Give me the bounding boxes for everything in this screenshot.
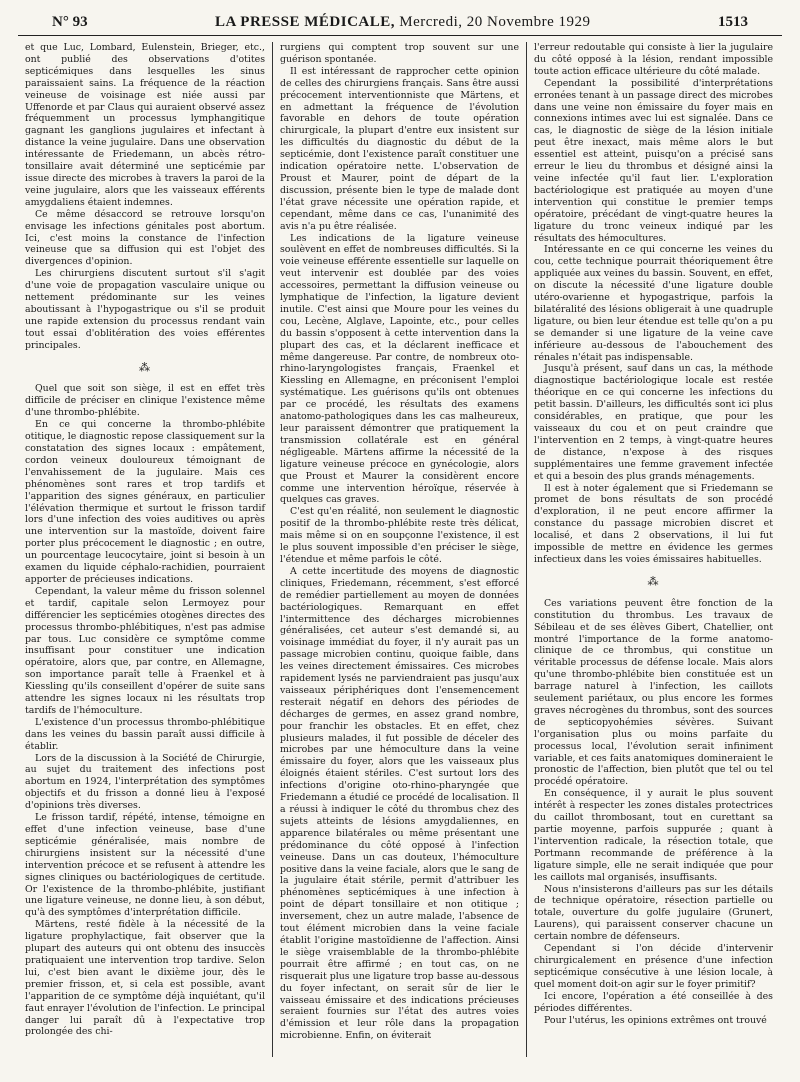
paragraph: A cette incertitude des moyens de diagnostic cliniques, Friedemann, récemment, s'est efforcé de remédier partiellement au moyen de données bactériologiques. Remarquant en effet l'intermittence des décharges microbiennes généralisées, cet auteur s'est demandé si, au voisinage immédiat du foyer, il n'y aurait pas un passage microbien continu, quoique faible, dans les veines directement émissaires. Ces microbes rapidement lysés ne parviendraient pas jusqu'aux vaisseaux périphériques dont l'ensemencement resterait négatif en dehors des périodes de décharges de germes, en assez grand nombre, pour franchir les obstacles. Et en effet, chez plusieurs malades, il fut possible de déceler des microbes par une hémoculture dans la veine émissaire du foyer, alors que les vaisseaux plus éloignés étaient stériles. C'est surtout lors des infections d'origine oto-rhino-pharyngée que Friedemann a étudié ce procédé de localisation. Il a réussi à indiquer le côté du thrombus chez des sujets atteints de lésions amygdaliennes, en apparence bilatérales ou même présentant une prédominance du côté opposé à l'infection veineuse. Dans un cas douteux, l'hémoculture positive dans la veine faciale, alors que le sang de la jugulaire était stérile, permit d'attribuer les phénomènes septicémiques à une infection à point de départ tonsillaire et non otitique ; inversement, chez un autre malade, l'absence de tout élément microbien dans la veine faciale établit l'origine mastoïdienne de l'affection. Ainsi le siège vraisemblable de la thrombo-phlébite pourrait être affirmé ; en tout cas, on ne risquerait plus une ligature trop basse au-dessous du foyer infectant, on serait sûr de lier le vaisseau émissaire et des indications précieuses seraient fournies sur l'état des autres voies d'émission et leur rôle dans la propagation microbienne. Enfin, on éviterait — [280, 565, 519, 1042]
paragraph: Ces variations peuvent être fonction de la constitution du thrombus. Les travaux de Sébileau et de ses élèves Gibert, Chatellier, ont montré l'importance de la forme anatomo-clinique de ce thrombus, qui constitue un véritable processus de défense locale. Mais alors qu'une thrombo-phlébite bien constituée est un barrage naturel à l'infection, les caillots seulement pariétaux, ou plus encore les formes graves nécrogènes du thrombus, sont des sources de septicopyohémies sévères. Suivant l'organisation plus ou moins parfaite du processus local, l'évolution serait infiniment variable, et ces faits anatomiques domineraient le pronostic de l'affection, bien plutôt que tel ou tel procédé opératoire. — [534, 597, 773, 788]
paragraph: En ce qui concerne la thrombo-phlébite otitique, le diagnostic repose classiquement sur la constatation des signes locaux : empâtement, cordon veineux douloureux témoignant de l'envahissement de la jugulaire. Mais ces phénomènes sont rares et trop tardifs et l'apparition des signes généraux, en particulier l'élévation thermique et surtout le frisson tardif lors d'une infection des voies auditives ou après une intervention sur la mastoïde, doivent faire porter plus précocement le diagnostic ; en outre, un pourcentage leucocytaire, joint si besoin à un examen du liquide céphalo-rachidien, pourraient apporter de précieuses indications. — [25, 419, 265, 585]
paragraph: Jusqu'à présent, sauf dans un cas, la méthode diagnostique bactériologique locale est restée théorique en ce qui concerne les infections du petit bassin. D'ailleurs, les difficultés sont ici plus considérables, en pratique, que pour les vaisseaux du cou et on peut craindre que l'intervention en 2 temps, à vingt-quatre heures de distance, n'expose à des risques supplémentaires une femme gravement infectée et qui a besoin des plus grands ménagements. — [534, 363, 773, 482]
issue-number: N° 93 — [52, 14, 88, 30]
paragraph: Cependant la possibilité d'interprétations erronées tenant à un passage direct des microbes dans une veine non émissaire du foyer mais en connexions intimes avec lui est signalée. Dans ce cas, le diagnostic de siège de la lésion initiale peut être inexact, mais même alors le but essentiel est atteint, puisqu'on a précisé sans erreur le lieu du thrombus et désigné ainsi la veine infectée qu'il faut lier. L'exploration bactériologique est pratiquée au moyen d'une intervention qui constitue le premier temps opératoire, précédant de vingt-quatre heures la ligature du tronc veineux indiqué par les résultats des hémocultures. — [534, 77, 773, 244]
issue-date: Mercredi, 20 Novembre 1929 — [395, 14, 591, 30]
paragraph: Cependant, la valeur même du frisson solennel et tardif, capitale selon Lermoyez pour différencier les septicémies otogènes directes des processus thrombo-phlébitiques, n'est pas admise par tous. Luc considère ce symptôme comme insuffisant pour constituer une indication opératoire, alors que, par contre, en Allemagne, son importance paraît telle à Fraenkel et à Kiessling qu'ils conseillent d'opérer de suite sans attendre les signes locaux ni les résultats trop tardifs de l'hémoculture. — [25, 585, 265, 716]
paragraph: Nous n'insisterons d'ailleurs pas sur les détails de technique opératoire, résection partielle ou totale, ouverture du golfe jugulaire (Grunert, Laurens), qui paraissent conserver chacune un certain nombre de défenseurs. — [534, 883, 773, 943]
journal-title — [215, 14, 591, 31]
paragraph: L'existence d'un processus thrombo-phlébitique dans les veines du bassin paraît aussi difficile à établir. — [25, 716, 265, 752]
paragraph: rurgiens qui comptent trop souvent sur une guérison spontanée. — [280, 42, 519, 65]
paragraph: Les chirurgiens discutent surtout s'il s'agit d'une voie de propagation vasculaire unique ou nettement prédominante sur les veines aboutissant à l'hypogastrique ou s'il se produit une rapide extension du processus rendant vain tout essai d'oblitération des voies efférentes principales. — [25, 268, 265, 351]
paragraph: et que Luc, Lombard, Eulenstein, Brieger, etc., ont publié des observations d'otites septicémiques dans lesquelles les sinus paraissaient sains. La fréquence de la réaction veineuse de voisinage est niée aussi par Uffenorde et par Claus qui auraient observé assez fréquemment un processus lymphangitique gagnant les ganglions jugulaires et infectant à distance la veine jugulaire. Dans une observation intéressante de Friedemann, un abcès rétro-tonsillaire avait déterminé une septicémie par issue directe des microbes à travers la paroi de la veine jugulaire, alors que les vaisseaux efférents amygdaliens étaient indemnes. — [25, 42, 265, 208]
paragraph: C'est qu'en réalité, non seulement le diagnostic positif de la thrombo-phlébite reste très délicat, mais même si on en soupçonne l'existence, il est le plus souvent impossible d'en préciser le siège, l'étendue et même parfois le côté. — [280, 506, 519, 565]
page-header — [18, 14, 782, 36]
paragraph: Lors de la discussion à la Société de Chirurgie, au sujet du traitement des infections post abortum en 1924, l'interprétation des symptômes objectifs et du frisson a donné lieu à l'exposé d'opinions très diverses. — [25, 752, 265, 812]
column-3 — [526, 42, 780, 1057]
paragraph: Quel que soit son siège, il est en effet très difficile de préciser en clinique l'existence même d'une thrombo-phlébite. — [25, 383, 265, 419]
paragraph: l'erreur redoutable qui consiste à lier la jugulaire du côté opposé à la lésion, rendant impossible toute action efficace ultérieure du côté malade. — [534, 42, 773, 77]
paragraph: Le frisson tardif, répété, intense, témoigne en effet d'une infection veineuse, base d'une septicémie généralisée, mais nombre de chirurgiens insistent sur la nécessité d'une intervention précoce et se refusent à attendre les signes cliniques ou bactériologiques de certitude. Or l'existence de la thrombo-phlébite, justifiant une ligature veineuse, ne donne lieu, à son début, qu'à des symptômes d'interprétation difficile. — [25, 812, 265, 919]
paragraph: Cependant si l'on décide d'intervenir chirurgicalement en présence d'une infection septicémique consécutive à une lésion locale, à quel moment doit-on agir sur le foyer primitif? — [534, 943, 773, 990]
paragraph: Pour l'utérus, les opinions extrêmes ont trouvé — [544, 1014, 767, 1026]
section-separator: ⁂ — [647, 574, 660, 588]
paragraph: Intéressante en ce qui concerne les veines du cou, cette technique pourrait théoriquement être appliquée aux veines du bassin. Souvent, en effet, on discute la nécessité d'une ligature double utéro-ovarienne et hypogastrique, parfois la bilatéralité des lésions obligerait à une quadruple ligature, ou bien leur étendue est telle qu'on a pu se demander si une ligature de la veine cave inférieure au-dessous de l'abouchement des rénales n'était pas indispensable. — [534, 244, 773, 363]
page-number: 1513 — [718, 14, 748, 30]
paragraph: Ce même désaccord se retrouve lorsqu'on envisage les infections génitales post abortum. Ici, c'est moins la constance de l'infection veineuse que sa diffusion qui est l'objet des divergences d'opinion. — [25, 208, 265, 268]
article-columns — [18, 42, 782, 1057]
column-2 — [272, 42, 526, 1057]
column-1 — [18, 42, 272, 1057]
paragraph: Ici encore, l'opération a été conseillée à des périodes différentes. — [534, 990, 773, 1014]
paragraph: Il est à noter également que si Friedemann se promet de bons résultats de son procédé d'exploration, il ne peut encore affirmer la constance du passage microbien discret et localisé, et dans 2 observations, il lui fut impossible de mettre en évidence les germes infectieux dans les voies émissaires habituelles. — [534, 482, 773, 565]
paragraph: En conséquence, il y aurait le plus souvent intérêt à respecter les zones distales protectrices du caillot thrombosant, tout en curettant sa partie moyenne, parfois suppurée ; quant à l'intervention radicale, la résection totale, que Portmann recommande de préférence à la ligature simple, elle ne serait indiquée que pour les caillots mal organisés, insuffisants. — [534, 788, 773, 883]
paragraph: Les indications de la ligature veineuse soulèvent en effet de nombreuses difficultés. Si la voie veineuse efférente essentielle sur laquelle on veut intervenir est doublée par des voies accessoires, permettant la diffusion veineuse ou lymphatique de l'infection, la ligature devient inutile. C'est ainsi que Moure pour les veines du cou, Lecène, Alglave, Lapointe, etc., pour celles du bassin s'opposent à cette intervention dans la plupart des cas, et la déclarent inefficace et même dangereuse. Par contre, de nombreux oto-rhino-laryngologistes français, Fraenkel et Kiessling en Allemagne, en préconisent l'emploi systématique. Les guérisons qu'ils ont obtenues par ce procédé, les résultats des examens anatomo-pathologiques dans les cas malheureux, leur paraissent démontrer que pratiquement la transmission collatérale est en général négligeable. Märtens affirme la nécessité de la ligature veineuse précoce en gynécologie, alors que Proust et Maurer la considèrent encore comme une intervention héroïque, réservée à quelques cas graves. — [280, 232, 519, 506]
section-separator: ⁂ — [139, 360, 151, 374]
paragraph: Märtens, resté fidèle à la nécessité de la ligature prophylactique, fait observer que la plupart des auteurs qui ont obtenu des insuccès pratiquaient une intervention trop tardive. Selon lui, c'est bien avant le dixième jour, dès le premier frisson, et, si cela est possible, avant l'apparition de ce symptôme déjà inquiétant, qu'il faut enrayer l'évolution de l'infection. Le principal danger lui paraît dû à l'expectative trop prolongée des chi- — [25, 919, 265, 1038]
journal-name: LA PRESSE MÉDICALE, — [215, 14, 396, 30]
paragraph: Il est intéressant de rapprocher cette opinion de celles des chirurgiens français. Sans être aussi précocement interventionniste que Märtens, et en admettant la fréquence de l'évolution favorable en dehors de toute opération chirurgicale, la plupart d'entre eux insistent sur les difficultés du diagnostic du début de la septicémie, dont l'existence paraît constituer une indication opératoire nette. L'observation de Proust et Maurer, point de départ de la discussion, présente bien le type de malade dont l'état grave nécessite une opération rapide, et cependant, même dans ce cas, l'unanimité des avis n'a pu être réalisée. — [280, 65, 519, 232]
